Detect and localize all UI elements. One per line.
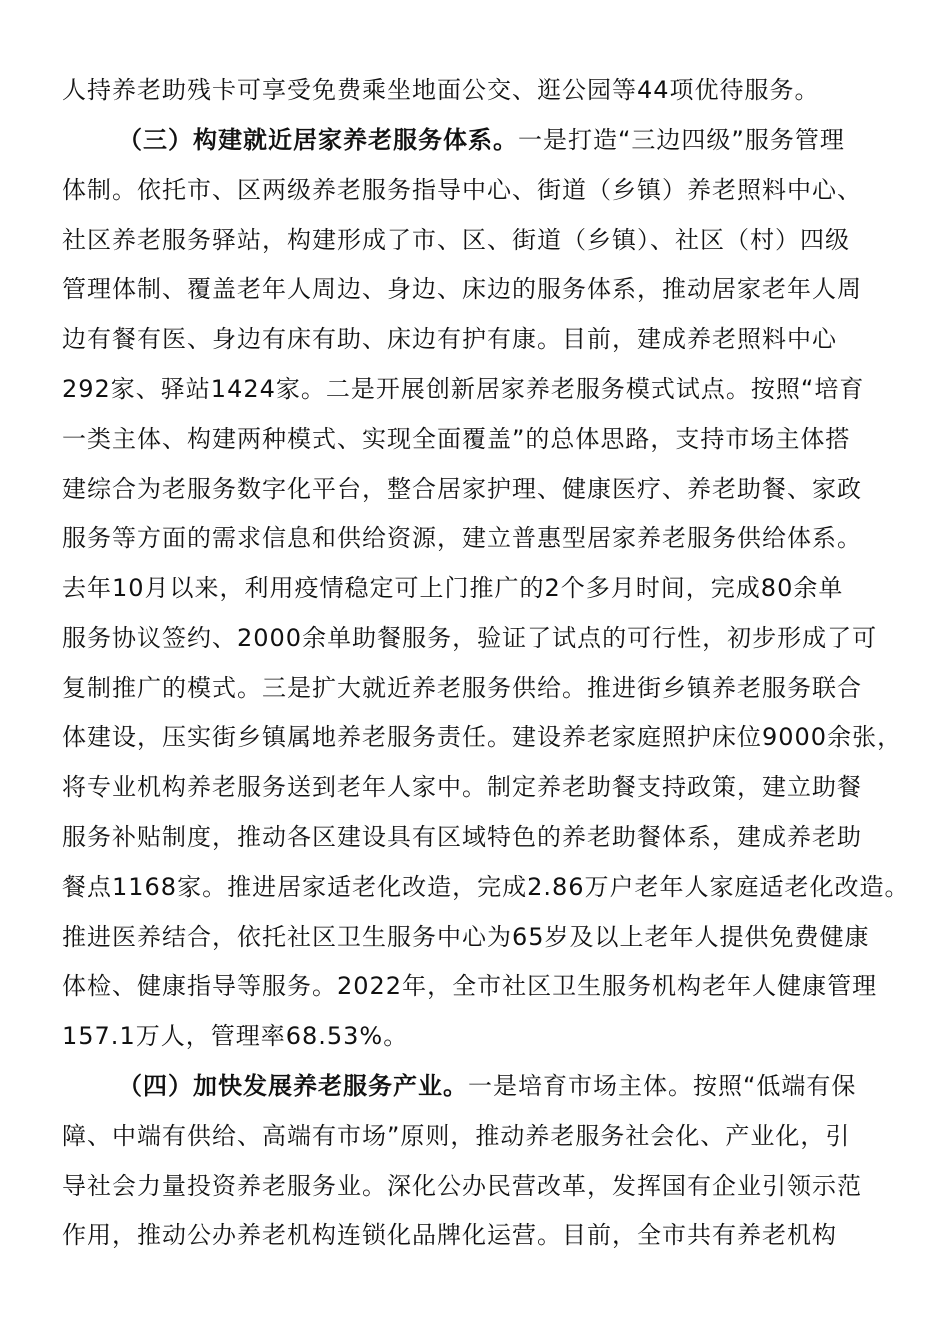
heading-body: 一是打造“三边四级”服务管理 — [518, 126, 845, 154]
text-line: 服务等方面的需求信息和供给资源，建立普惠型居家养老服务供给体系。 — [62, 524, 862, 552]
text-line: 作用，推动公办养老机构连锁化品牌化运营。目前，全市共有养老机构 — [62, 1221, 837, 1249]
text-line: 体建设，压实街乡镇属地养老服务责任。建设养老家庭照护床位9000余张， — [62, 723, 903, 751]
heading-title: （四）加快发展养老服务产业。 — [118, 1072, 468, 1100]
text-line: 体检、健康指导等服务。2022年，全市社区卫生服务机构老年人健康管理 — [62, 972, 878, 1000]
heading-title: （三）构建就近居家养老服务体系。 — [118, 126, 518, 154]
text-line: 导社会力量投资养老服务业。深化公办民营改革，发挥国有企业引领示范 — [62, 1172, 862, 1200]
heading-body: 一是培育市场主体。按照“低端有保 — [468, 1072, 857, 1100]
text-line: 一类主体、构建两种模式、实现全面覆盖”的总体思路，支持市场主体搭 — [62, 425, 851, 453]
text-line: 管理体制、覆盖老年人周边、身边、床边的服务体系，推动居家老年人周 — [62, 275, 862, 303]
text-line: 人持养老助残卡可享受免费乘坐地面公交、逛公园等44项优待服务。 — [62, 76, 820, 104]
text-line: 餐点1168家。推进居家适老化改造，完成2.86万户老年人家庭适老化改造。 — [62, 873, 910, 901]
text-line: 服务补贴制度，推动各区建设具有区域特色的养老助餐体系，建成养老助 — [62, 823, 862, 851]
text-line: 292家、驿站1424家。二是开展创新居家养老服务模式试点。按照“培育 — [62, 375, 865, 403]
text-line: 社区养老服务驿站，构建形成了市、区、街道（乡镇）、社区（村）四级 — [62, 226, 850, 254]
text-line: 复制推广的模式。三是扩大就近养老服务供给。推进街乡镇养老服务联合 — [62, 674, 862, 702]
section-heading-4 — [118, 1071, 856, 1101]
text-line: 去年10月以来，利用疫情稳定可上门推广的2个多月时间，完成80余单 — [62, 574, 844, 602]
text-line: 体制。依托市、区两级养老服务指导中心、街道（乡镇）养老照料中心、 — [62, 176, 862, 204]
text-line: 建综合为老服务数字化平台，整合居家护理、健康医疗、养老助餐、家政 — [62, 475, 862, 503]
text-line: 将专业机构养老服务送到老年人家中。制定养老助餐支持政策，建立助餐 — [62, 773, 862, 801]
text-line: 157.1万人，管理率68.53%。 — [62, 1022, 409, 1050]
text-line: 障、中端有供给、高端有市场”原则，推动养老服务社会化、产业化，引 — [62, 1122, 851, 1150]
text-line: 推进医养结合，依托社区卫生服务中心为65岁及以上老年人提供免费健康 — [62, 923, 870, 951]
text-line: 边有餐有医、身边有床有助、床边有护有康。目前，建成养老照料中心 — [62, 325, 837, 353]
section-heading-3 — [118, 125, 845, 155]
text-line: 服务协议签约、2000余单助餐服务，验证了试点的可行性，初步形成了可 — [62, 624, 878, 652]
